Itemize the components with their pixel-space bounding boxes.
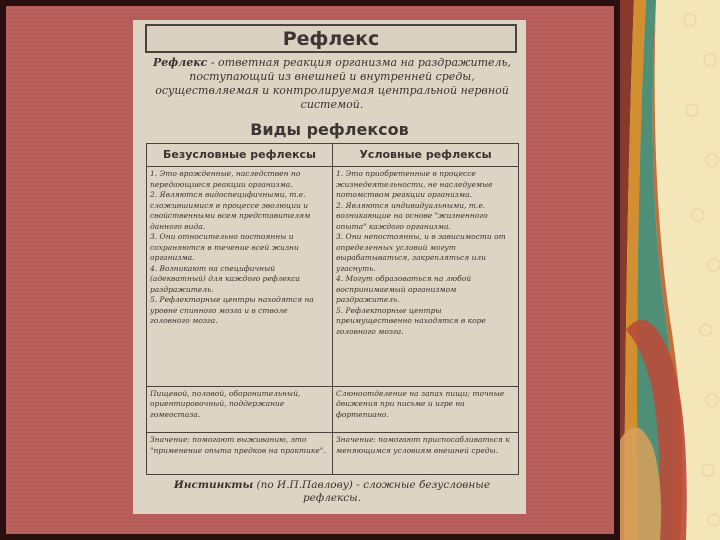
- section-subtitle: Виды рефлексов: [250, 120, 409, 139]
- list-item: 4. Могут образоваться на любой воспринимаемый организмом раздражитель.: [336, 274, 472, 305]
- conditioned-meaning: Значение: помогают приспосабливаться к меняющимся условиям внешней среды.: [333, 433, 519, 475]
- definition-term: Рефлекс: [152, 56, 208, 69]
- list-item: 1. Это врожденные, наследствен но передающиеся реакции организма.: [150, 169, 301, 189]
- decorative-floral-ornament: [620, 0, 720, 540]
- list-item: 5. Рефлекторные центры находятся на уровне спинного мозга и в стволе головного мозга.: [150, 295, 314, 326]
- header-unconditioned: Безусловные рефлексы: [147, 144, 333, 167]
- unconditioned-meaning: Значение: помогают выживанию, это "применение опыта предков на практике".: [147, 433, 333, 475]
- definition: [147, 56, 517, 112]
- conditioned-examples: Слюноотделение на запах пищи; точные движения при письме и игре на фортепиано.: [333, 386, 519, 432]
- unconditioned-examples: Пищевой, половой, оборонительный, ориентировочный, поддержание гомеостаза.: [147, 386, 333, 432]
- unconditioned-traits: [147, 167, 333, 387]
- list-item: 4. Возникают на специфичный (адекватный) для каждого рефлекса раздражитель.: [150, 263, 300, 294]
- list-item: 1. Это приобретенные в процессе жизнедеятельности, не наследуемые потомством реакции организма.: [336, 169, 493, 200]
- title-box: [145, 24, 517, 53]
- decorative-side-panel: [620, 0, 720, 540]
- list-item: 2. Являются индивидуальными, т.е. возникающие на основе "жизненного опыта" каждого организма.: [336, 200, 488, 231]
- instincts-note: [147, 479, 517, 505]
- conditioned-traits: [333, 167, 519, 387]
- list-item: 3. Они непостоянны, и в зависимости от определенных условий могут вырабатываться, закрепляться или угаснуть.: [336, 232, 506, 273]
- footer-text: (по И.П.Павлову) - сложные безусловные рефлексы.: [253, 479, 491, 504]
- list-item: 2. Являются видоспецифичными, т.е. сложившимися в процессе эволюции и свойственными всем представителям данного вида.: [150, 190, 311, 231]
- list-item: 3. Они относительно постоянны и сохраняются в течение всей жизни организма.: [150, 232, 299, 263]
- definition-text: - ответная реакция организма на раздражитель, поступающий из внешней и внутренней среды, осуществляемая и контролируемая центральной нервной системой.: [155, 56, 512, 111]
- textbook-page: [133, 20, 526, 514]
- header-conditioned: Условные рефлексы: [333, 144, 519, 167]
- page-title: Рефлекс: [282, 28, 380, 50]
- footer-term: Инстинкты: [173, 479, 254, 491]
- reflex-comparison-table: [146, 143, 519, 475]
- list-item: 5. Рефлекторные центры преимущественно находятся в коре головного мозга.: [336, 305, 486, 336]
